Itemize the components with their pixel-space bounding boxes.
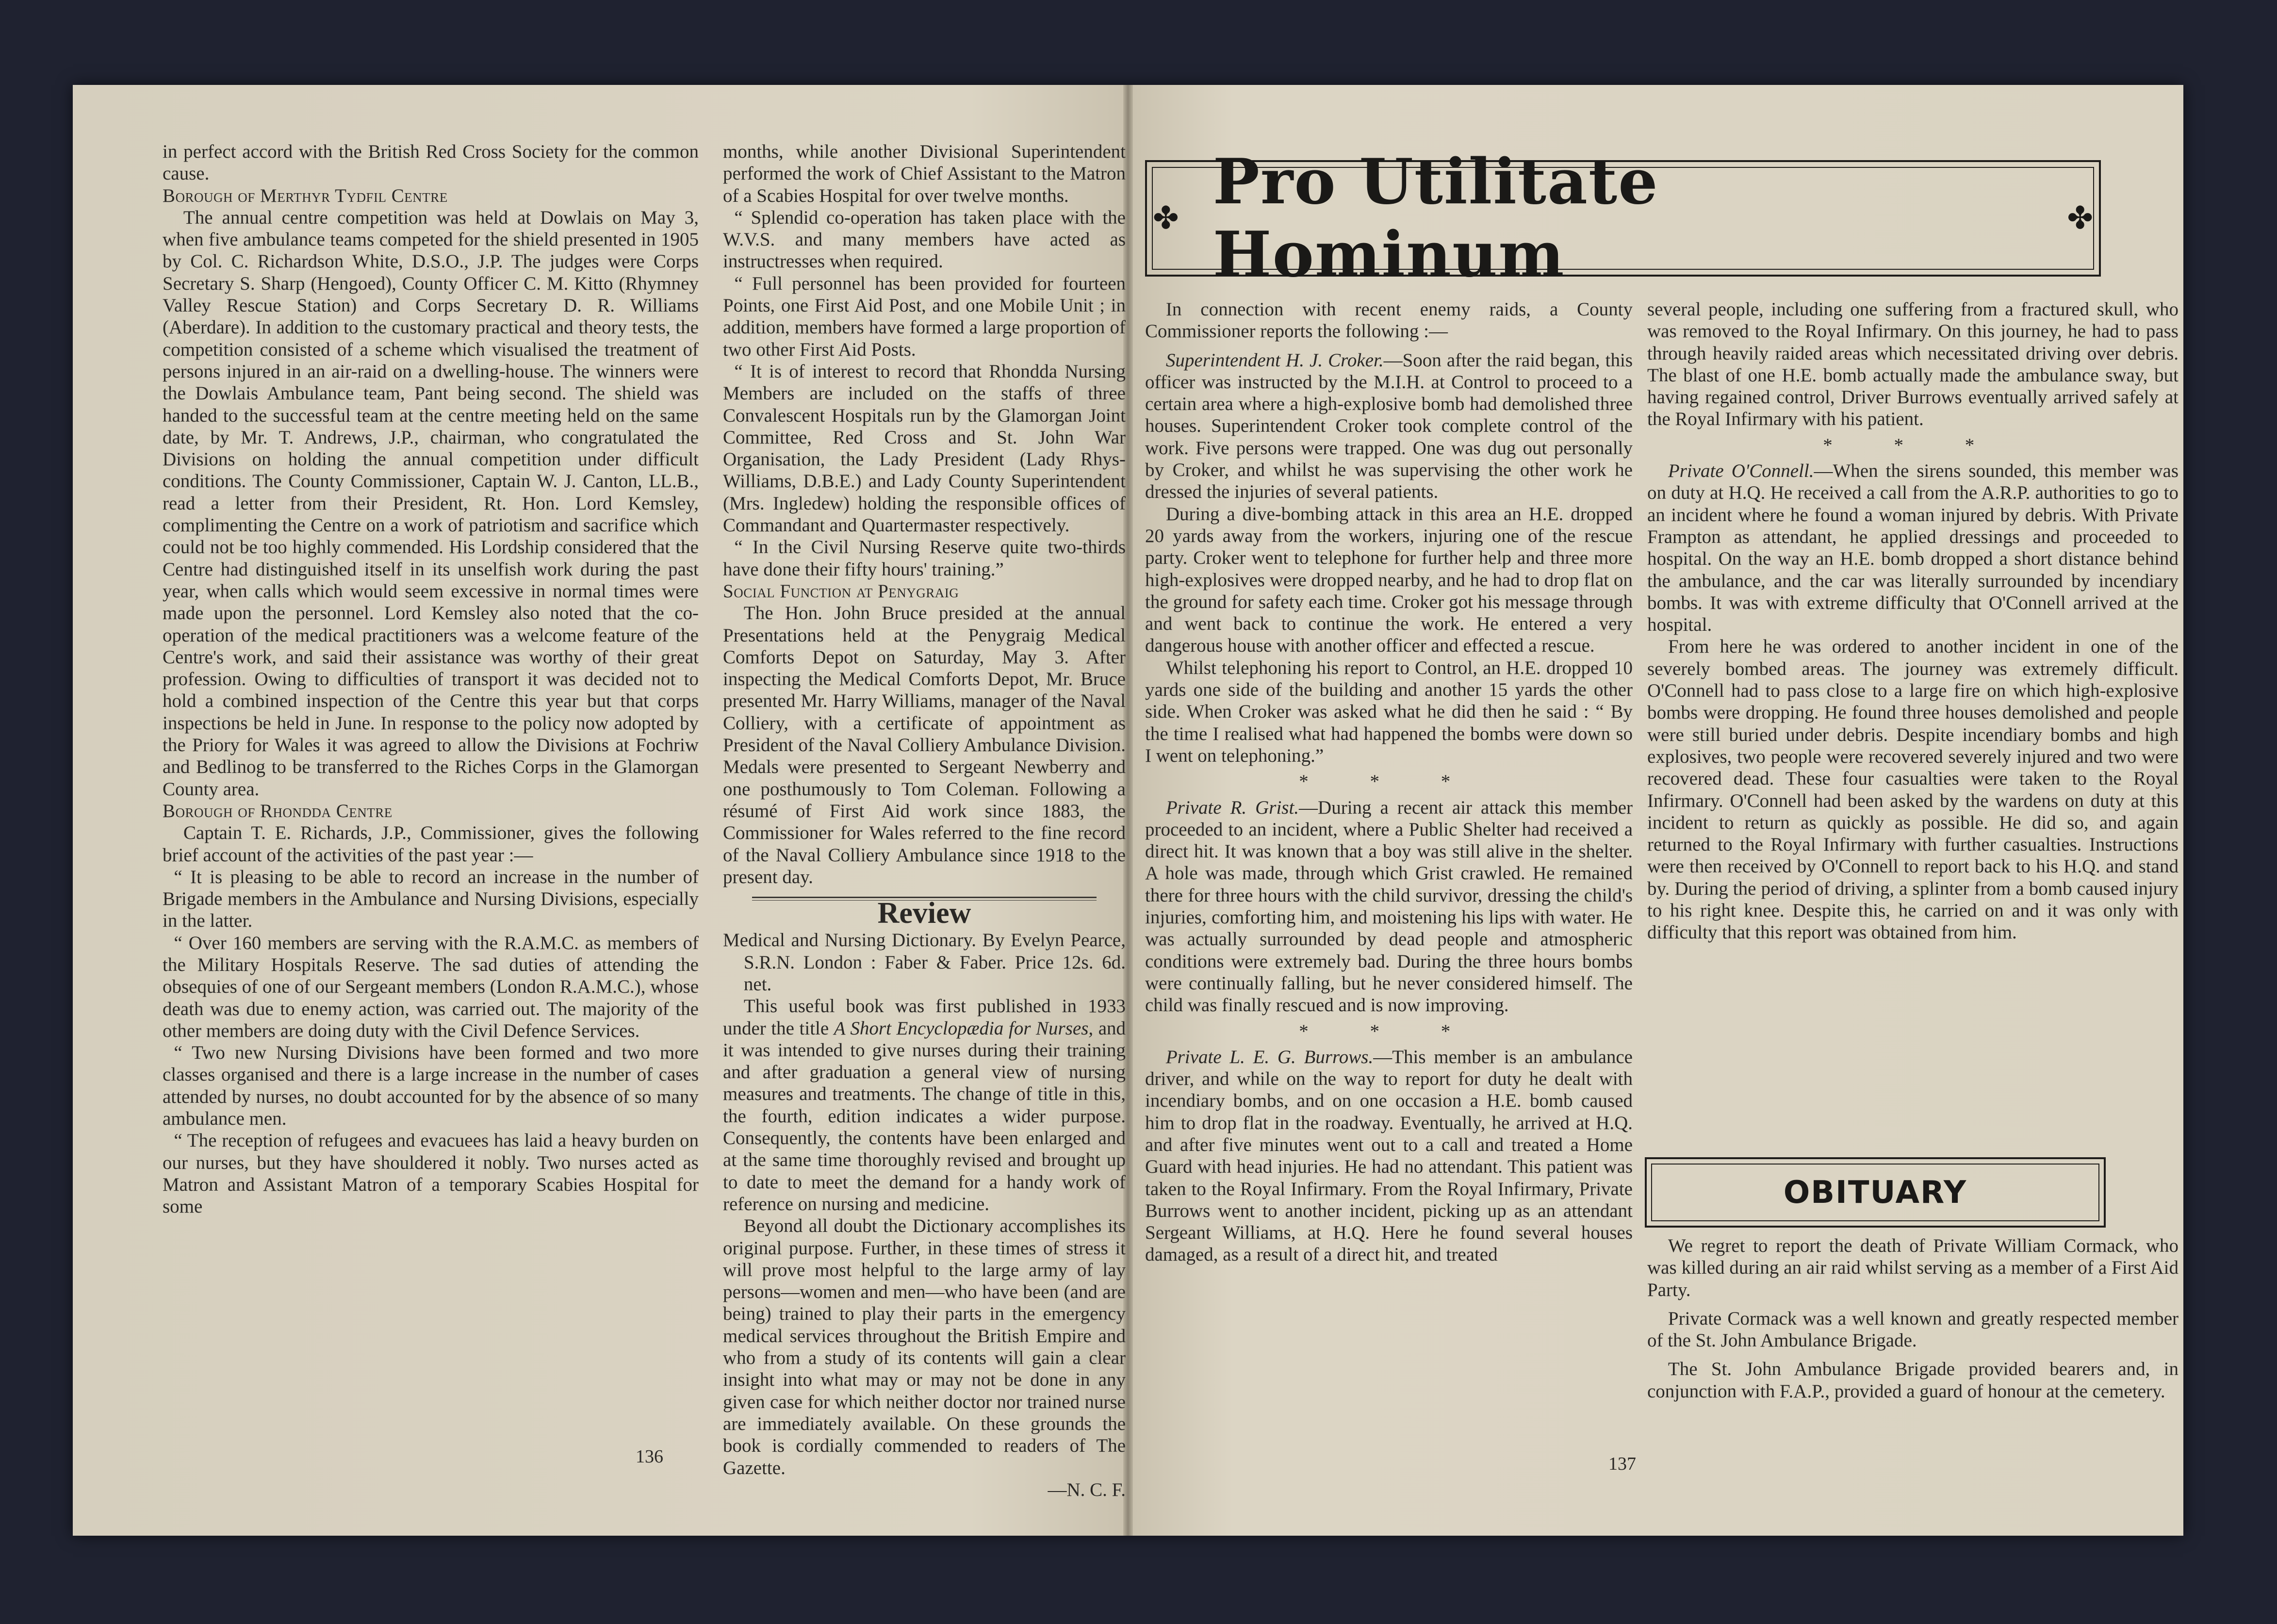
masthead-title: Pro Utilitate Hominum [1212,146,1659,291]
book-title: A Short Encyclopædia for Nurses, [834,1017,1094,1039]
person-name: Private R. Grist. [1165,797,1299,818]
section-stars: * * * [1299,771,1479,792]
fleuron-icon: ✤ [1153,201,1179,235]
oconnell-paragraph-2: From here he was ordered to another incident in one of the severely bombed areas. The journey was extremely difficult. O'Connell had to pass close to a large fire on which high-explosive bombs were dropping. He found three houses demolished and people were still buried under debris. Despite incendiary bombs and high explosives, two people were recovered severely injured and two were recovered dead. These four casualties were taken to the Royal Infirmary. O'Connell had been asked by the wardens on duty at this incident to return as quickly as possible. He did so, and again returned to the Royal Infirmary with further casualties. Instructions were then received by O'Connell to report back to his H.Q. and stand by. During the period of driving, a splinter from a bomb caused injury to his right knee. Despite this, he carried on and it was only with difficulty that this report was obtained from him. [1647,636,2179,943]
right-column-2 [1647,298,2179,944]
fleuron-icon: ✤ [2067,201,2093,235]
croker-paragraph [1145,349,1633,503]
rhondda-heading: Borough of Rhondda Centre [163,800,393,821]
continued-paragraph: several people, including one suffering from a fractured skull, who was removed to the Royal Infirmary. On this journey, he had to pass through heavily raided areas which necessitated driving over debris. The blast of one H.E. bomb actually made the ambulance sway, but having regained control, Driver Burrows eventually arrived safely at the Royal Infirmary with his patient. [1647,299,2179,430]
oconnell-text: —When the sirens sounded, this member was on duty at H.Q. He received a call from the A.R.P. authorities to go to an incident where he found a woman injured by debris. With Private Frampton as attendant, he applied dressings and proceeded to hospital. On the way an H.E. bomb dropped a short distance behind the ambulance, and the car was literally surrounded by incendiary bombs. It was with extreme difficulty that O'Connell arrived at the hospital. [1647,460,2179,636]
obituary-column [1647,1235,2179,1402]
croker-paragraph-2: During a dive-bombing attack in this area an H.E. dropped 20 yards away from the workers, injuring one of the rescue party. Croker went to telephone for further help and three more high-explosives were dropped nearby, and he had to drop flat on the ground for safety each time. Croker got his message through and went back to continue the work. He entered a very dangerous house with another officer and effected a rescue. [1145,503,1633,656]
masthead-box [1145,146,2101,291]
page-number-right: 137 [1608,1454,1636,1474]
croker-paragraph-3: Whilst telephoning his report to Control, an H.E. dropped 10 yards one side of the building and another 15 yards the other side. When Croker was asked what he did then he said : “ By the time I realised what had happened the bombs were down so I went on telephoning.” [1145,657,1633,766]
obituary-paragraph: We regret to report the death of Private William Cormack, who was killed during an air raid whilst serving as a member of a First Aid Party. [1647,1235,2179,1300]
continued-paragraph: months, while another Divisional Superintendent performed the work of Chief Assistant to the Matron of a Scabies Hospital for over twelve months. [723,141,1126,206]
quote-paragraph: “ Splendid co-operation has taken place with the W.V.S. and many members have acted as instructresses when required. [723,207,1126,272]
oconnell-paragraph [1647,460,2179,636]
obituary-paragraph: Private Cormack was a well known and greatly respected member of the St. John Ambulance Brigade. [1647,1308,2179,1351]
right-column-1 [1145,298,1633,1266]
review-paragraph-1 [723,995,1126,1215]
person-name: Private O'Connell. [1668,460,1814,482]
obituary-box [1645,1157,2106,1228]
left-column-1 [163,141,699,1218]
burrows-text: —This member is an ambulance driver, and while on the way to report for duty he dealt with incendiary bombs, and on one occasion a H.E. bomb caused him to drop flat in the roadway. Eventually, he arrived at H.Q. and after five minutes went out to a call and treated a Home Guard with head injuries. He had no attendant. This patient was taken to the Royal Infirmary. From the Royal Infirmary, Private Burrows went to another incident, picking up as an attendant Sergeant Williams, at H.Q. Here he found several houses damaged, as a result of a direct hit, and treated [1145,1046,1633,1265]
review-text: This useful book was first published in 1933 under the title [723,996,1126,1039]
review-text: and it was intended to give nurses during their training and after graduation a general view of nursing measures and treatments. The change of title in this, the fourth, edition indicates a wider purpose. Consequently, the contents have been enlarged and at the same time thoroughly revised and brought up to date to meet the demand for a handy work of reference on nursing and medicine. [723,1017,1126,1214]
croker-text: —Soon after the raid began, this officer was instructed by the M.I.H. at Control to proceed to a certain area where a high-explosive bomb had demolished three houses. Superintendent Croker took complete control of the work. Five persons were trapped. One was dug out personally by Croker, and whilst he was supervising the other work he dressed the injuries of several patients. [1145,349,1633,503]
quote-paragraph: “ Over 160 members are serving with the R.A.M.C. as members of the Military Hospitals Reserve. The sad duties of attending the obsequies of one of our Sergeant members (London R.A.M.C.), whose death was due to enemy action, was carried out. The majority of the other members are doing duty with the Civil Defence Services. [163,932,699,1041]
obituary-heading: OBITUARY [1651,1164,2099,1221]
person-name: Superintendent H. J. Croker. [1165,349,1384,371]
review-signature: —N. C. F. [1048,1479,1126,1500]
grist-text: —During a recent air attack this member proceeded to an incident, where a Public Shelter had received a direct hit. It was known that a boy was still alive in the shelter. A hole was made, through which Grist crawled. He remained there for three hours with the child survivor, dressing the child's injuries, comforting him, and moistening his lips with water. He was actually surrounded by dead people and atmospheric conditions were extremely bad. During the three hours bombs were continually falling, but he never considered himself. The child was finally rescued and is now improving. [1145,797,1633,1016]
review-heading: Review [877,897,971,930]
quote-paragraph: “ In the Civil Nursing Reserve quite two-thirds have done their fifty hours' training.” [723,537,1126,580]
section-stars: * * * [1299,1020,1479,1042]
rhondda-paragraph: Captain T. E. Richards, J.P., Commissioner, gives the following brief account of the activities of the past year :— [163,822,699,866]
person-name: Private L. E. G. Burrows. [1165,1046,1374,1067]
opening-paragraph: in perfect accord with the British Red Cross Society for the common cause. [163,141,699,184]
intro-paragraph: In connection with recent enemy raids, a County Commissioner reports the following :— [1145,299,1633,342]
merthyr-paragraph: The annual centre competition was held at Dowlais on May 3, when five ambulance teams competed for the shield presented in 1905 by Col. C. Richardson White, D.S.O., J.P. The judges were Corps Secretary S. Sharp (Hengoed), County Officer C. M. Kitto (Rhymney Valley Rescue Station) and Corps Secretary D. R. Williams (Aberdare). In addition to the customary practical and theory tests, the competition consisted of a scheme which visualised the treatment of persons injured in an air-raid on a dwelling-house. The winners were the Dowlais Ambulance team, Pant being second. The shield was handed to the successful team at the centre meeting held on the same date, by Mr. T. Andrews, J.P., chairman, who congratulated the Divisions on holding the annual competition under difficult conditions. The County Commissioner, Captain W. J. Canton, LL.B., read a letter from their President, Rt. Hon. Lord Kemsley, complimenting the Centre on a work of patriotism and sacrifice which could not be too highly commended. His Lordship considered that the Centre had distinguished itself in its unselfish work during the past year, when calls which would seem excessive in normal times were made upon the personnel. Lord Kemsley also noted that the co-operation of the medical practitioners was a welcome feature of the Centre's work, and said their assistance was worthy of their great profession. Owing to difficulties of transport it was decided not to hold a combined inspection of the Centre this year but that corps inspections be held in June. In response to the policy now adopted by the Priory for Wales it was agreed to allow the Divisions at Fochriw and Bedlinog to be transferred to the Riches Corps in the Glamorgan County area. [163,207,699,800]
quote-paragraph: “ Full personnel has been provided for fourteen Points, one First Aid Post, and one Mobile Unit ; in addition, members have formed a large proportion of two other First Aid Posts. [723,273,1126,360]
burrows-paragraph [1145,1046,1633,1266]
grist-paragraph [1145,797,1633,1017]
review-paragraph-2: Beyond all doubt the Dictionary accomplishes its original purpose. Further, in these times of stress it will prove most helpful to the large army of lay persons—women and men—who have been (and are being) trained to play their parts in the emergency medical services throughout the British Empire and who from a study of its contents will gain a clear insight into what may or may not be done in any given case for which neither doctor nor trained nurse are immediately available. On these grounds the book is cordially commended to readers of The Gazette. [723,1215,1126,1478]
left-column-2 [723,141,1126,1501]
masthead-inner-frame [1152,146,2094,291]
quote-paragraph: “ It is of interest to record that Rhondda Nursing Members are included on the staffs of three Convalescent Hospitals run by the Glamorgan Joint Committee, Red Cross and St. John War Organisation, the Lady President (Lady Rhys-Williams, D.B.E.) and Lady County Superintendent (Mrs. Ingledew) holding the responsible offices of Commandant and Quartermaster respectively. [723,361,1126,536]
obituary-paragraph: The St. John Ambulance Brigade provided bearers and, in conjunction with F.A.P., provided a guard of honour at the cemetery. [1647,1359,2179,1402]
quote-paragraph: “ The reception of refugees and evacuees has laid a heavy burden on our nurses, but they have shouldered it nobly. Two nurses acted as Matron and Assistant Matron of a temporary Scabies Hospital for some [163,1130,699,1217]
quote-paragraph: “ It is pleasing to be able to record an increase in the number of Brigade members in the Ambulance and Nursing Divisions, especially in the latter. [163,866,699,932]
magazine-spread [73,85,2183,1536]
review-reference: Medical and Nursing Dictionary. By Evelyn Pearce, S.R.N. London : Faber & Faber. Price 12s. 6d. net. [723,930,1126,995]
social-function-paragraph: The Hon. John Bruce presided at the annual Presentations held at the Penygraig Medical Comforts Depot on Saturday, May 3. After inspecting the Medical Comforts Depot, Mr. Bruce presented Mr. Harry Williams, manager of the Naval Colliery, with a certificate of appointment as President of the Naval Colliery Ambulance Division. Medals were presented to Sergeant Newberry and one posthumously to Tom Coleman. Following a résumé of First Aid work since 1883, the Commissioner for Wales referred to the fine record of the Naval Colliery Ambulance since 1918 to the present day. [723,603,1126,887]
page-number-left: 136 [636,1446,663,1467]
section-stars: * * * [1823,434,2003,456]
merthyr-heading: Borough of Merthyr Tydfil Centre [163,185,448,206]
social-function-heading: Social Function at Penygraig [723,580,959,602]
quote-paragraph: “ Two new Nursing Divisions have been formed and two more classes organised and there is a large increase in the number of cases attended by nurses, no doubt accounted for by the absence of so many ambulance men. [163,1042,699,1130]
